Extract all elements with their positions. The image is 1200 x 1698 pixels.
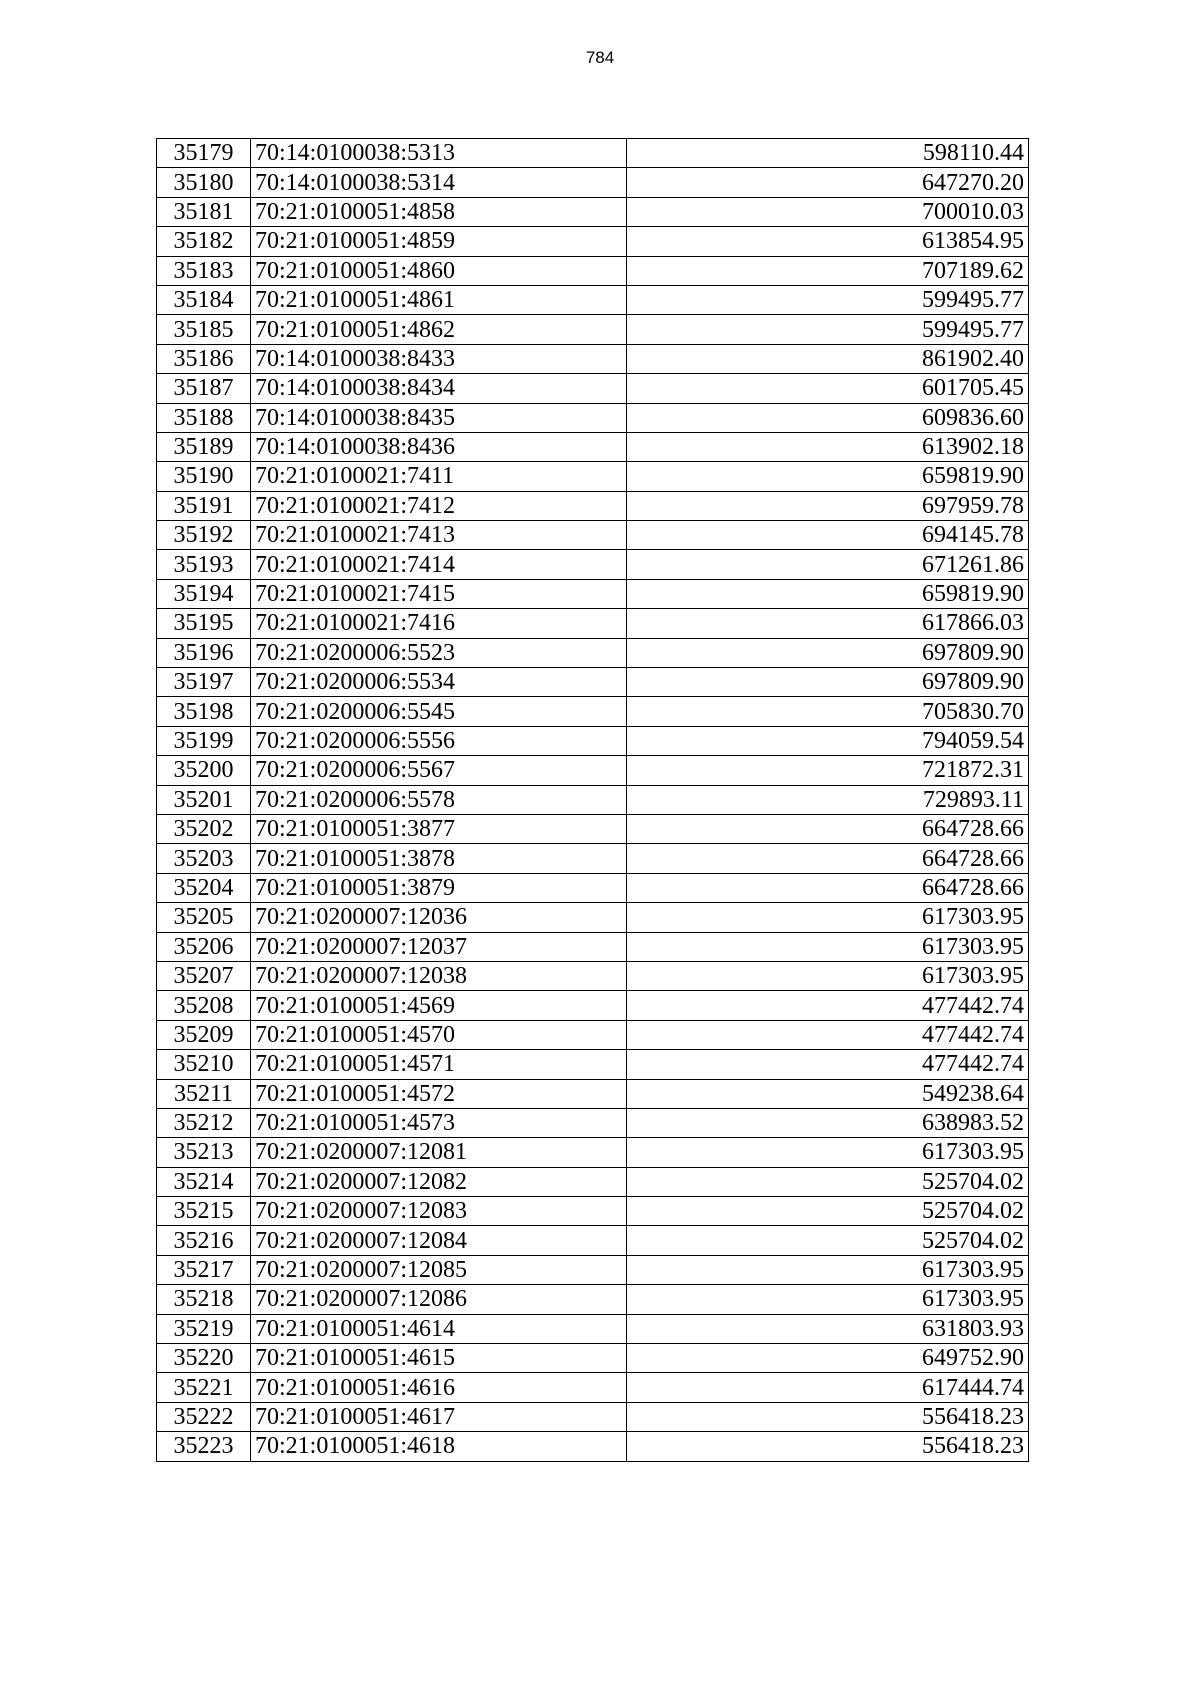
cadastral-value-cell: 617303.95 <box>627 1255 1029 1284</box>
row-number-cell: 35215 <box>157 1197 251 1226</box>
cadastral-number-cell: 70:21:0200006:5534 <box>251 668 627 697</box>
row-number-cell: 35223 <box>157 1432 251 1461</box>
row-number-cell: 35181 <box>157 197 251 226</box>
cadastral-value-cell: 664728.66 <box>627 844 1029 873</box>
cadastral-value-cell: 707189.62 <box>627 256 1029 285</box>
cadastral-number-cell: 70:21:0200007:12081 <box>251 1138 627 1167</box>
cadastral-value-cell: 861902.40 <box>627 344 1029 373</box>
row-number-cell: 35196 <box>157 638 251 667</box>
cadastral-value-cell: 556418.23 <box>627 1402 1029 1431</box>
cadastral-number-cell: 70:21:0100051:4616 <box>251 1373 627 1402</box>
table-row <box>157 197 1029 226</box>
cadastral-number-cell: 70:21:0200007:12086 <box>251 1285 627 1314</box>
cadastral-value-cell: 601705.45 <box>627 374 1029 403</box>
table-row <box>157 1432 1029 1461</box>
cadastral-value-table <box>156 138 1029 1462</box>
table-row <box>157 139 1029 168</box>
table-row <box>157 285 1029 314</box>
cadastral-number-cell: 70:21:0200006:5578 <box>251 785 627 814</box>
table-row <box>157 403 1029 432</box>
table-row <box>157 726 1029 755</box>
row-number-cell: 35221 <box>157 1373 251 1402</box>
table-row <box>157 903 1029 932</box>
cadastral-number-cell: 70:21:0100051:4570 <box>251 1020 627 1049</box>
table-row <box>157 638 1029 667</box>
cadastral-value-cell: 659819.90 <box>627 579 1029 608</box>
cadastral-value-cell: 549238.64 <box>627 1079 1029 1108</box>
table-row <box>157 491 1029 520</box>
row-number-cell: 35184 <box>157 285 251 314</box>
cadastral-value-cell: 631803.93 <box>627 1314 1029 1343</box>
row-number-cell: 35211 <box>157 1079 251 1108</box>
table-row <box>157 1197 1029 1226</box>
row-number-cell: 35197 <box>157 668 251 697</box>
cadastral-value-cell: 697809.90 <box>627 668 1029 697</box>
cadastral-number-cell: 70:21:0200006:5545 <box>251 697 627 726</box>
cadastral-number-cell: 70:21:0200007:12083 <box>251 1197 627 1226</box>
cadastral-value-cell: 609836.60 <box>627 403 1029 432</box>
table-row <box>157 462 1029 491</box>
table-row <box>157 227 1029 256</box>
cadastral-value-cell: 694145.78 <box>627 521 1029 550</box>
cadastral-number-cell: 70:21:0200007:12036 <box>251 903 627 932</box>
cadastral-number-cell: 70:21:0100021:7416 <box>251 609 627 638</box>
row-number-cell: 35191 <box>157 491 251 520</box>
table-row <box>157 1255 1029 1284</box>
cadastral-value-cell: 617303.95 <box>627 932 1029 961</box>
row-number-cell: 35209 <box>157 1020 251 1049</box>
cadastral-value-cell: 647270.20 <box>627 168 1029 197</box>
cadastral-number-cell: 70:21:0100051:3878 <box>251 844 627 873</box>
cadastral-number-cell: 70:21:0100051:3879 <box>251 873 627 902</box>
cadastral-number-cell: 70:14:0100038:5313 <box>251 139 627 168</box>
table-row <box>157 374 1029 403</box>
cadastral-value-cell: 794059.54 <box>627 726 1029 755</box>
cadastral-number-cell: 70:21:0100021:7412 <box>251 491 627 520</box>
table-row <box>157 315 1029 344</box>
cadastral-value-cell: 729893.11 <box>627 785 1029 814</box>
cadastral-number-cell: 70:21:0200007:12084 <box>251 1226 627 1255</box>
row-number-cell: 35185 <box>157 315 251 344</box>
table-row <box>157 1050 1029 1079</box>
table-row <box>157 1167 1029 1196</box>
cadastral-number-cell: 70:21:0100051:4862 <box>251 315 627 344</box>
table-row <box>157 1373 1029 1402</box>
row-number-cell: 35195 <box>157 609 251 638</box>
row-number-cell: 35201 <box>157 785 251 814</box>
table-row <box>157 579 1029 608</box>
table-row <box>157 432 1029 461</box>
table-row <box>157 668 1029 697</box>
row-number-cell: 35218 <box>157 1285 251 1314</box>
cadastral-value-cell: 649752.90 <box>627 1344 1029 1373</box>
cadastral-number-cell: 70:21:0100051:4569 <box>251 991 627 1020</box>
table-row <box>157 697 1029 726</box>
row-number-cell: 35205 <box>157 903 251 932</box>
cadastral-value-cell: 664728.66 <box>627 814 1029 843</box>
cadastral-number-cell: 70:21:0100021:7414 <box>251 550 627 579</box>
cadastral-number-cell: 70:21:0200007:12037 <box>251 932 627 961</box>
cadastral-number-cell: 70:21:0100021:7411 <box>251 462 627 491</box>
row-number-cell: 35194 <box>157 579 251 608</box>
cadastral-value-cell: 617444.74 <box>627 1373 1029 1402</box>
cadastral-value-cell: 697959.78 <box>627 491 1029 520</box>
cadastral-number-cell: 70:14:0100038:8435 <box>251 403 627 432</box>
cadastral-number-cell: 70:21:0200007:12082 <box>251 1167 627 1196</box>
row-number-cell: 35208 <box>157 991 251 1020</box>
cadastral-value-cell: 617303.95 <box>627 1285 1029 1314</box>
table-row <box>157 256 1029 285</box>
cadastral-value-cell: 556418.23 <box>627 1432 1029 1461</box>
table-row <box>157 1079 1029 1108</box>
cadastral-number-cell: 70:21:0100051:4618 <box>251 1432 627 1461</box>
cadastral-value-cell: 617303.95 <box>627 961 1029 990</box>
cadastral-number-cell: 70:21:0100051:4861 <box>251 285 627 314</box>
cadastral-value-cell: 659819.90 <box>627 462 1029 491</box>
table-row <box>157 785 1029 814</box>
cadastral-number-cell: 70:21:0100051:4572 <box>251 1079 627 1108</box>
cadastral-number-cell: 70:21:0100051:4860 <box>251 256 627 285</box>
table-row <box>157 756 1029 785</box>
cadastral-number-cell: 70:21:0100051:4571 <box>251 1050 627 1079</box>
cadastral-value-cell: 599495.77 <box>627 315 1029 344</box>
table-row <box>157 609 1029 638</box>
page-number: 784 <box>585 48 615 67</box>
row-number-cell: 35214 <box>157 1167 251 1196</box>
cadastral-value-cell: 525704.02 <box>627 1167 1029 1196</box>
row-number-cell: 35202 <box>157 814 251 843</box>
table-body <box>157 139 1029 1462</box>
cadastral-value-cell: 617303.95 <box>627 903 1029 932</box>
row-number-cell: 35183 <box>157 256 251 285</box>
cadastral-value-cell: 638983.52 <box>627 1108 1029 1137</box>
cadastral-number-cell: 70:21:0100051:3877 <box>251 814 627 843</box>
table-row <box>157 1226 1029 1255</box>
cadastral-value-cell: 617866.03 <box>627 609 1029 638</box>
table-row <box>157 1285 1029 1314</box>
table-row <box>157 932 1029 961</box>
row-number-cell: 35216 <box>157 1226 251 1255</box>
cadastral-value-cell: 705830.70 <box>627 697 1029 726</box>
cadastral-number-cell: 70:14:0100038:5314 <box>251 168 627 197</box>
row-number-cell: 35199 <box>157 726 251 755</box>
row-number-cell: 35189 <box>157 432 251 461</box>
row-number-cell: 35200 <box>157 756 251 785</box>
cadastral-number-cell: 70:21:0100051:4614 <box>251 1314 627 1343</box>
cadastral-value-cell: 613902.18 <box>627 432 1029 461</box>
cadastral-number-cell: 70:14:0100038:8434 <box>251 374 627 403</box>
cadastral-value-cell: 525704.02 <box>627 1197 1029 1226</box>
table-row <box>157 1138 1029 1167</box>
cadastral-number-cell: 70:21:0200006:5567 <box>251 756 627 785</box>
row-number-cell: 35217 <box>157 1255 251 1284</box>
cadastral-value-cell: 598110.44 <box>627 139 1029 168</box>
row-number-cell: 35222 <box>157 1402 251 1431</box>
row-number-cell: 35213 <box>157 1138 251 1167</box>
row-number-cell: 35179 <box>157 139 251 168</box>
cadastral-value-cell: 700010.03 <box>627 197 1029 226</box>
cadastral-number-cell: 70:21:0100051:4859 <box>251 227 627 256</box>
cadastral-number-cell: 70:21:0100051:4858 <box>251 197 627 226</box>
row-number-cell: 35182 <box>157 227 251 256</box>
cadastral-number-cell: 70:21:0100051:4573 <box>251 1108 627 1137</box>
row-number-cell: 35192 <box>157 521 251 550</box>
table-row <box>157 521 1029 550</box>
row-number-cell: 35190 <box>157 462 251 491</box>
table-row <box>157 1314 1029 1343</box>
row-number-cell: 35187 <box>157 374 251 403</box>
cadastral-number-cell: 70:14:0100038:8436 <box>251 432 627 461</box>
row-number-cell: 35212 <box>157 1108 251 1137</box>
cadastral-value-cell: 599495.77 <box>627 285 1029 314</box>
table-row <box>157 1402 1029 1431</box>
cadastral-value-cell: 477442.74 <box>627 1050 1029 1079</box>
table-row <box>157 814 1029 843</box>
row-number-cell: 35193 <box>157 550 251 579</box>
cadastral-value-cell: 721872.31 <box>627 756 1029 785</box>
cadastral-number-cell: 70:21:0100051:4617 <box>251 1402 627 1431</box>
cadastral-value-cell: 697809.90 <box>627 638 1029 667</box>
table-row <box>157 844 1029 873</box>
row-number-cell: 35180 <box>157 168 251 197</box>
row-number-cell: 35210 <box>157 1050 251 1079</box>
row-number-cell: 35188 <box>157 403 251 432</box>
row-number-cell: 35220 <box>157 1344 251 1373</box>
cadastral-number-cell: 70:21:0100021:7415 <box>251 579 627 608</box>
row-number-cell: 35207 <box>157 961 251 990</box>
cadastral-value-cell: 671261.86 <box>627 550 1029 579</box>
cadastral-value-cell: 477442.74 <box>627 1020 1029 1049</box>
cadastral-value-cell: 664728.66 <box>627 873 1029 902</box>
row-number-cell: 35186 <box>157 344 251 373</box>
cadastral-value-cell: 613854.95 <box>627 227 1029 256</box>
row-number-cell: 35219 <box>157 1314 251 1343</box>
cadastral-value-cell: 617303.95 <box>627 1138 1029 1167</box>
table-row <box>157 991 1029 1020</box>
cadastral-number-cell: 70:14:0100038:8433 <box>251 344 627 373</box>
row-number-cell: 35204 <box>157 873 251 902</box>
row-number-cell: 35206 <box>157 932 251 961</box>
table-row <box>157 344 1029 373</box>
cadastral-number-cell: 70:21:0100051:4615 <box>251 1344 627 1373</box>
cadastral-number-cell: 70:21:0200007:12085 <box>251 1255 627 1284</box>
cadastral-number-cell: 70:21:0200006:5556 <box>251 726 627 755</box>
table-row <box>157 168 1029 197</box>
cadastral-number-cell: 70:21:0100021:7413 <box>251 521 627 550</box>
cadastral-number-cell: 70:21:0200007:12038 <box>251 961 627 990</box>
row-number-cell: 35198 <box>157 697 251 726</box>
table-row <box>157 1108 1029 1137</box>
table-row <box>157 550 1029 579</box>
cadastral-value-cell: 525704.02 <box>627 1226 1029 1255</box>
row-number-cell: 35203 <box>157 844 251 873</box>
table-row <box>157 961 1029 990</box>
cadastral-number-cell: 70:21:0200006:5523 <box>251 638 627 667</box>
table-row <box>157 1344 1029 1373</box>
table-row <box>157 1020 1029 1049</box>
table-row <box>157 873 1029 902</box>
cadastral-value-cell: 477442.74 <box>627 991 1029 1020</box>
